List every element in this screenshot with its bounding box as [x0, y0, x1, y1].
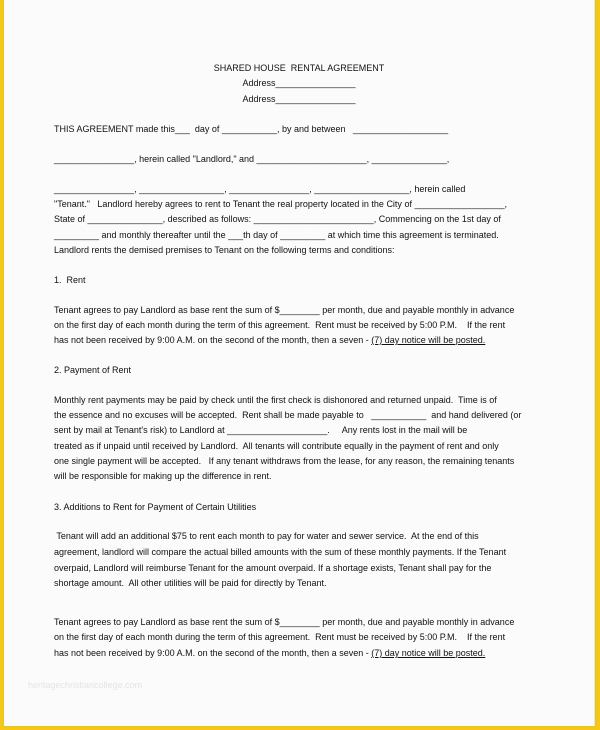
- section-2-line: treated as if unpaid until received by Landlord. All tenants will contribute equally in the payment of rent and only: [54, 441, 499, 451]
- notice-underlined: (7) day notice will be posted.: [371, 648, 486, 658]
- section-1-line-prefix: has not been received by 9:00 A.M. on the second of the month, then a seven -: [54, 335, 372, 345]
- section-3-line: Tenant will add an additional $75 to rent each month to pay for water and sewer service. At the end of this: [54, 531, 479, 541]
- section-2-line: sent by mail at Tenant's risk) to Landlord at ____________________. Any rents lost in the mail will be: [54, 425, 468, 435]
- section-3-line: overpaid, Landlord will reimburse Tenant for the amount overpaid. If a shortage exists, Tenant shall pay for the: [54, 563, 492, 573]
- notice-underlined: (7) day notice will be posted.: [371, 335, 486, 345]
- intro-line: THIS AGREEMENT made this___ day of ___________, by and between ___________________: [54, 124, 449, 134]
- section-3-line: agreement, landlord will compare the actual billed amounts with the sum of these monthly payments. If the Tenant: [54, 547, 507, 557]
- section-2-line: Monthly rent payments may be paid by check until the first check is dishonored and returned unpaid. Time is of: [54, 395, 497, 405]
- section-1-line: [54, 335, 485, 346]
- section-2-line: one single payment will be accepted. If any tenant withdraws from the lease, for any reason, the remaining tenants: [54, 456, 515, 466]
- intro-line: "Tenant." Landlord hereby agrees to rent to Tenant the real property located in the City of __________________,: [54, 199, 508, 209]
- section-3-line: shortage amount. All other utilities will be paid for directly by Tenant.: [54, 578, 327, 588]
- section-2-heading: 2. Payment of Rent: [54, 365, 132, 375]
- repeat-line: [54, 648, 485, 659]
- repeat-line: Tenant agrees to pay Landlord as base rent the sum of $________ per month, due and payable monthly in advance: [54, 617, 515, 627]
- intro-line: _________ and monthly thereafter until the ___th day of _________ at which time this agreement is terminated.: [54, 230, 499, 240]
- intro-line: State of _______________, described as follows: ________________________, Commencing on the 1st day of: [54, 214, 501, 224]
- intro-line: ________________, herein called "Landlord," and ______________________, _______________,: [54, 154, 450, 164]
- section-2-line: will be responsible for making up the difference in rent.: [54, 471, 272, 481]
- intro-line: Landlord rents the demised premises to Tenant on the following terms and conditions:: [54, 245, 395, 255]
- document-page: [4, 0, 595, 726]
- watermark: heritagechristiancollege.com: [28, 680, 143, 690]
- repeat-line: on the first day of each month during the term of this agreement. Rent must be received by 5:00 P.M. If the rent: [54, 632, 506, 642]
- repeat-line-prefix: has not been received by 9:00 A.M. on the second of the month, then a seven -: [54, 648, 372, 658]
- section-1-line: on the first day of each month during the term of this agreement. Rent must be received by 5:00 P.M. If the rent: [54, 320, 506, 330]
- section-2-line: the essence and no excuses will be accepted. Rent shall be made payable to ___________ and hand delivered (or: [54, 410, 522, 420]
- section-1-line: Tenant agrees to pay Landlord as base rent the sum of $________ per month, due and payable monthly in advance: [54, 305, 515, 315]
- section-1-heading: 1. Rent: [54, 275, 86, 285]
- section-3-heading: 3. Additions to Rent for Payment of Certain Utilities: [54, 502, 257, 512]
- address-line-2: Address________________: [242, 94, 356, 104]
- address-line-1: Address________________: [242, 78, 356, 88]
- intro-line: ________________, _________________, ________________, ___________________, herein called: [54, 184, 466, 194]
- document-title: SHARED HOUSE RENTAL AGREEMENT: [213, 63, 385, 73]
